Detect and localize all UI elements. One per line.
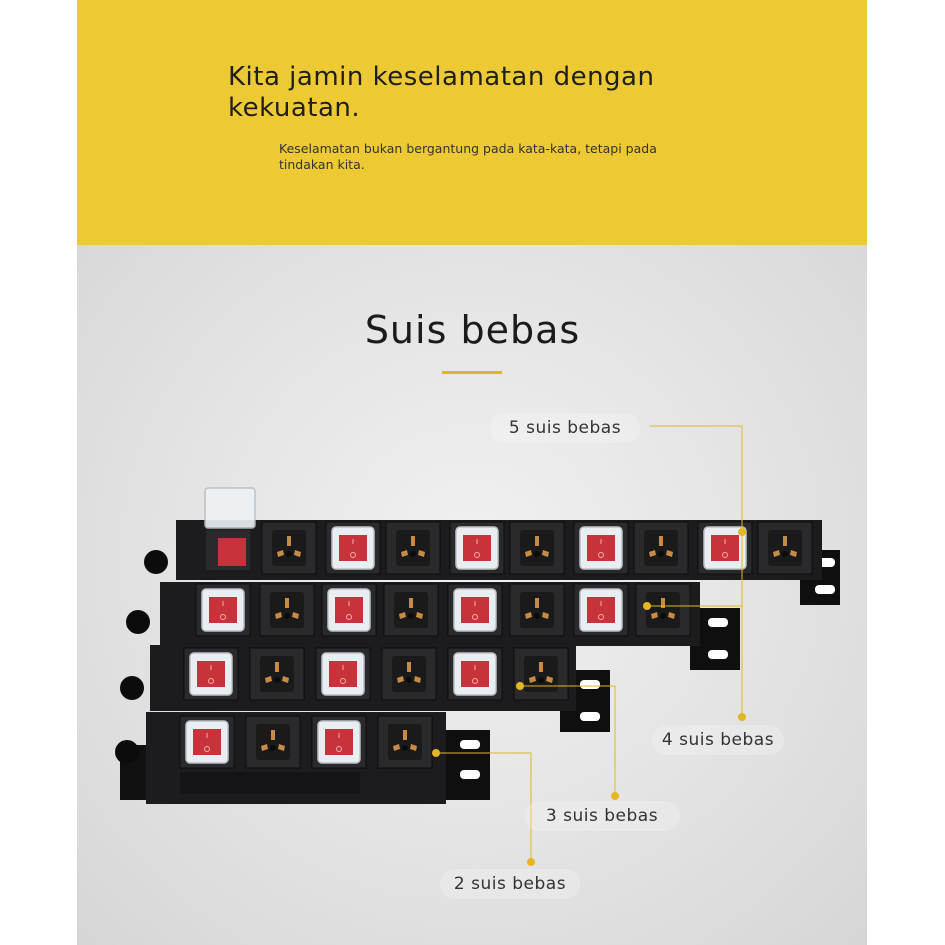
callout-label-3: 3 suis bebas bbox=[524, 801, 680, 831]
banner-subtext: Keselamatan bukan bergantung pada kata-kata, tetapi pada tindakan kita. bbox=[279, 141, 657, 172]
callout-label-4: 4 suis bebas bbox=[652, 725, 784, 755]
callout-dot bbox=[432, 749, 440, 757]
callout-dot bbox=[527, 858, 535, 866]
callout-label-2: 2 suis bebas bbox=[440, 869, 580, 899]
connector-5 bbox=[650, 426, 742, 532]
banner-headline: Kita jamin keselamatan dengan kekuatan. bbox=[228, 62, 655, 123]
connector-3 bbox=[520, 686, 615, 796]
callout-label-5: 5 suis bebas bbox=[490, 413, 640, 443]
callout-dot bbox=[611, 792, 619, 800]
section-title: Suis bebas bbox=[364, 308, 581, 352]
callout-dot bbox=[643, 602, 651, 610]
connector-2 bbox=[436, 753, 531, 862]
callout-dot bbox=[516, 682, 524, 690]
callout-dot bbox=[738, 713, 746, 721]
callout-dot bbox=[738, 528, 746, 536]
